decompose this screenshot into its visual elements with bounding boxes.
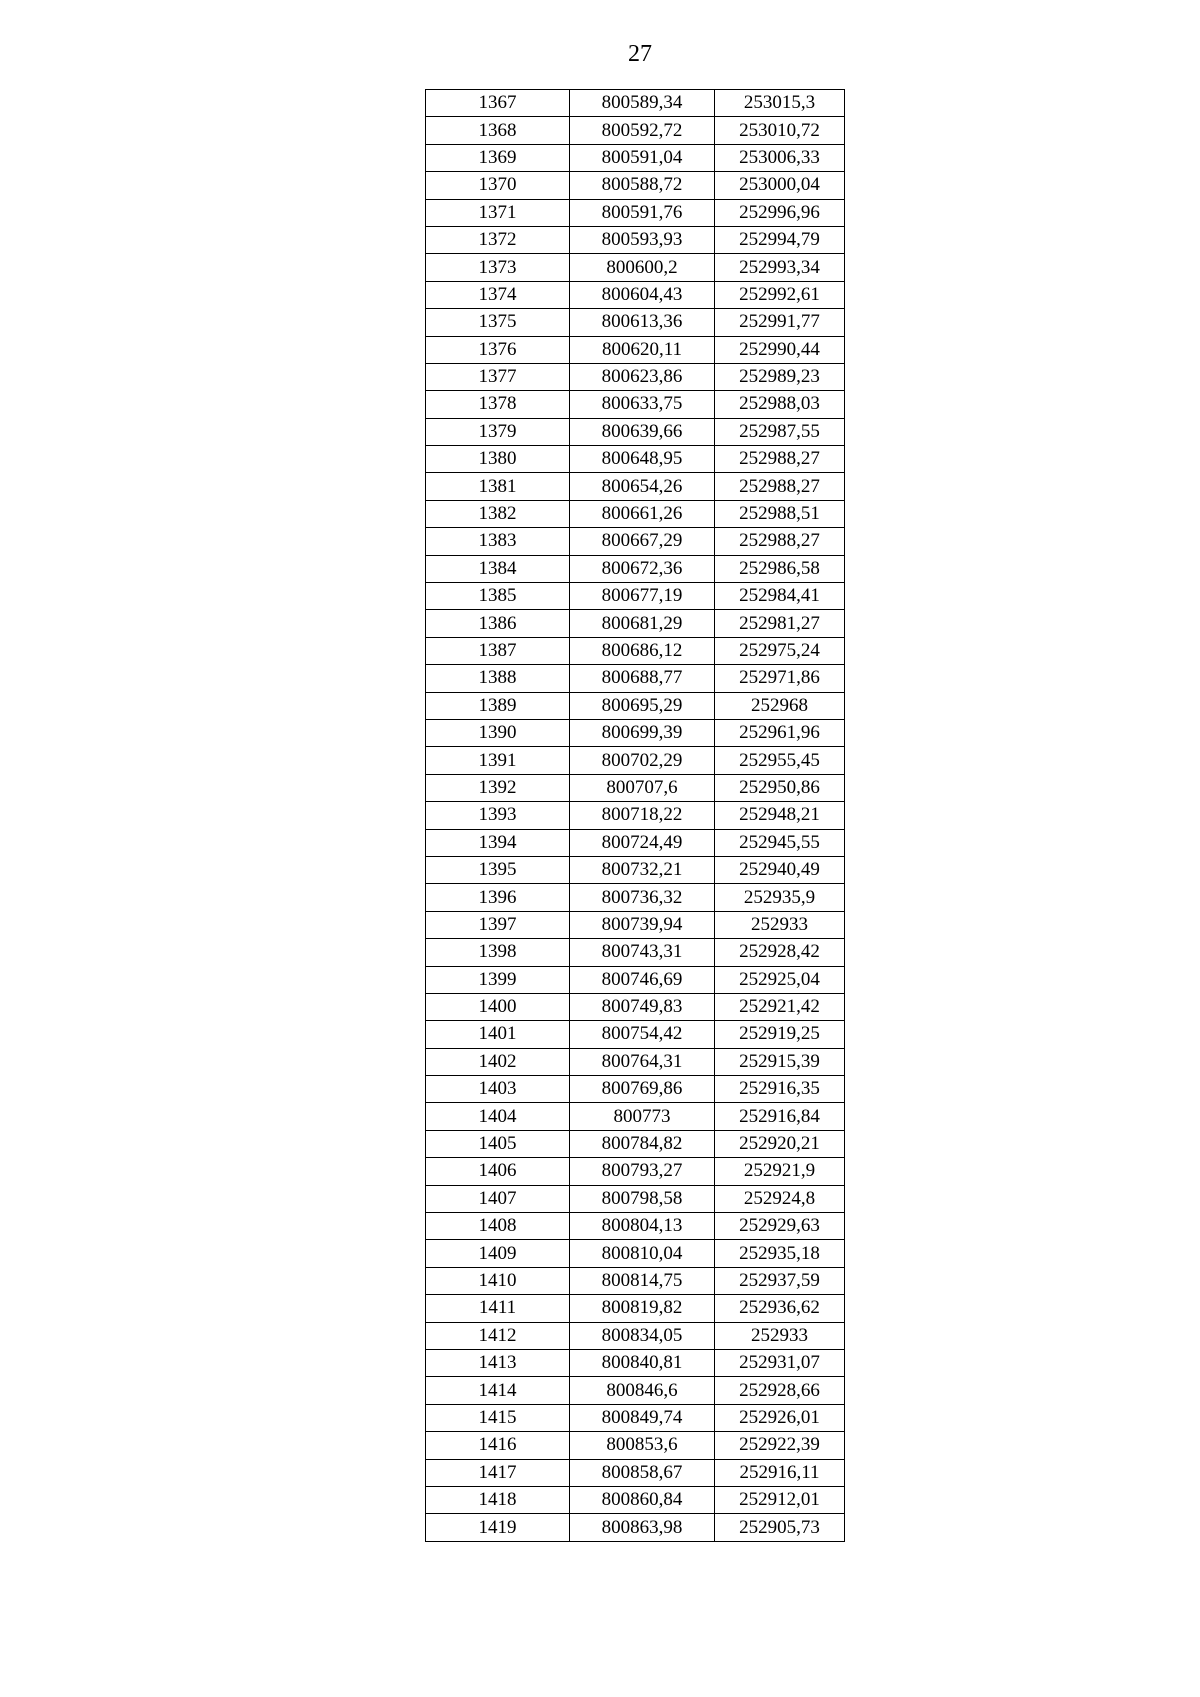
point-number-cell: 1395 (426, 856, 570, 883)
point-number-cell: 1400 (426, 993, 570, 1020)
y-coordinate-cell: 252916,84 (715, 1103, 845, 1130)
table-row (426, 336, 845, 363)
x-coordinate-cell: 800686,12 (570, 637, 715, 664)
table-row (426, 1322, 845, 1349)
point-number-cell: 1374 (426, 281, 570, 308)
table-row (426, 1514, 845, 1541)
y-coordinate-cell: 252989,23 (715, 363, 845, 390)
table-row (426, 774, 845, 801)
y-coordinate-cell: 252921,42 (715, 993, 845, 1020)
point-number-cell: 1380 (426, 446, 570, 473)
point-number-cell: 1372 (426, 226, 570, 253)
x-coordinate-cell: 800732,21 (570, 856, 715, 883)
point-number-cell: 1389 (426, 692, 570, 719)
coordinates-table (425, 89, 845, 1542)
y-coordinate-cell: 252935,9 (715, 884, 845, 911)
point-number-cell: 1393 (426, 802, 570, 829)
x-coordinate-cell: 800633,75 (570, 391, 715, 418)
x-coordinate-cell: 800814,75 (570, 1267, 715, 1294)
y-coordinate-cell: 252924,8 (715, 1185, 845, 1212)
x-coordinate-cell: 800754,42 (570, 1021, 715, 1048)
y-coordinate-cell: 252916,35 (715, 1076, 845, 1103)
table-row (426, 281, 845, 308)
x-coordinate-cell: 800849,74 (570, 1404, 715, 1431)
table-row (426, 1432, 845, 1459)
x-coordinate-cell: 800702,29 (570, 747, 715, 774)
x-coordinate-cell: 800798,58 (570, 1185, 715, 1212)
point-number-cell: 1392 (426, 774, 570, 801)
x-coordinate-cell: 800718,22 (570, 802, 715, 829)
table-row (426, 1404, 845, 1431)
point-number-cell: 1385 (426, 583, 570, 610)
y-coordinate-cell: 252935,18 (715, 1240, 845, 1267)
table-row (426, 993, 845, 1020)
y-coordinate-cell: 252988,27 (715, 528, 845, 555)
table-row (426, 309, 845, 336)
point-number-cell: 1404 (426, 1103, 570, 1130)
x-coordinate-cell: 800604,43 (570, 281, 715, 308)
y-coordinate-cell: 252955,45 (715, 747, 845, 774)
y-coordinate-cell: 252928,42 (715, 939, 845, 966)
y-coordinate-cell: 252936,62 (715, 1295, 845, 1322)
table-row (426, 391, 845, 418)
table-row (426, 172, 845, 199)
x-coordinate-cell: 800853,6 (570, 1432, 715, 1459)
y-coordinate-cell: 252945,55 (715, 829, 845, 856)
y-coordinate-cell: 252988,27 (715, 473, 845, 500)
y-coordinate-cell: 253015,3 (715, 90, 845, 117)
table-row (426, 939, 845, 966)
y-coordinate-cell: 252916,11 (715, 1459, 845, 1486)
y-coordinate-cell: 252992,61 (715, 281, 845, 308)
x-coordinate-cell: 800804,13 (570, 1213, 715, 1240)
x-coordinate-cell: 800681,29 (570, 610, 715, 637)
point-number-cell: 1375 (426, 309, 570, 336)
point-number-cell: 1413 (426, 1349, 570, 1376)
table-row (426, 226, 845, 253)
point-number-cell: 1406 (426, 1158, 570, 1185)
x-coordinate-cell: 800707,6 (570, 774, 715, 801)
table-row (426, 637, 845, 664)
point-number-cell: 1387 (426, 637, 570, 664)
x-coordinate-cell: 800736,32 (570, 884, 715, 911)
table-row (426, 1048, 845, 1075)
x-coordinate-cell: 800743,31 (570, 939, 715, 966)
point-number-cell: 1373 (426, 254, 570, 281)
x-coordinate-cell: 800863,98 (570, 1514, 715, 1541)
y-coordinate-cell: 252933 (715, 1322, 845, 1349)
x-coordinate-cell: 800589,34 (570, 90, 715, 117)
x-coordinate-cell: 800593,93 (570, 226, 715, 253)
table-row (426, 966, 845, 993)
table-row (426, 363, 845, 390)
table-row (426, 829, 845, 856)
y-coordinate-cell: 253010,72 (715, 117, 845, 144)
table-row (426, 583, 845, 610)
table-row (426, 1459, 845, 1486)
y-coordinate-cell: 252990,44 (715, 336, 845, 363)
point-number-cell: 1394 (426, 829, 570, 856)
y-coordinate-cell: 252920,21 (715, 1130, 845, 1157)
x-coordinate-cell: 800764,31 (570, 1048, 715, 1075)
y-coordinate-cell: 252988,03 (715, 391, 845, 418)
x-coordinate-cell: 800588,72 (570, 172, 715, 199)
point-number-cell: 1378 (426, 391, 570, 418)
point-number-cell: 1376 (426, 336, 570, 363)
point-number-cell: 1403 (426, 1076, 570, 1103)
x-coordinate-cell: 800834,05 (570, 1322, 715, 1349)
x-coordinate-cell: 800773 (570, 1103, 715, 1130)
point-number-cell: 1398 (426, 939, 570, 966)
table-row (426, 473, 845, 500)
point-number-cell: 1405 (426, 1130, 570, 1157)
y-coordinate-cell: 252931,07 (715, 1349, 845, 1376)
y-coordinate-cell: 252912,01 (715, 1486, 845, 1513)
x-coordinate-cell: 800810,04 (570, 1240, 715, 1267)
x-coordinate-cell: 800661,26 (570, 500, 715, 527)
y-coordinate-cell: 252981,27 (715, 610, 845, 637)
x-coordinate-cell: 800858,67 (570, 1459, 715, 1486)
x-coordinate-cell: 800591,04 (570, 144, 715, 171)
point-number-cell: 1381 (426, 473, 570, 500)
point-number-cell: 1419 (426, 1514, 570, 1541)
y-coordinate-cell: 252968 (715, 692, 845, 719)
x-coordinate-cell: 800620,11 (570, 336, 715, 363)
table-row (426, 1295, 845, 1322)
table-row (426, 856, 845, 883)
point-number-cell: 1407 (426, 1185, 570, 1212)
x-coordinate-cell: 800639,66 (570, 418, 715, 445)
point-number-cell: 1382 (426, 500, 570, 527)
table-row (426, 1185, 845, 1212)
table-row (426, 254, 845, 281)
point-number-cell: 1412 (426, 1322, 570, 1349)
x-coordinate-cell: 800746,69 (570, 966, 715, 993)
y-coordinate-cell: 252996,96 (715, 199, 845, 226)
table-row (426, 1267, 845, 1294)
table-row (426, 528, 845, 555)
table-row (426, 90, 845, 117)
y-coordinate-cell: 252922,39 (715, 1432, 845, 1459)
table-row (426, 418, 845, 445)
point-number-cell: 1377 (426, 363, 570, 390)
table-row (426, 610, 845, 637)
point-number-cell: 1401 (426, 1021, 570, 1048)
table-row (426, 1486, 845, 1513)
point-number-cell: 1402 (426, 1048, 570, 1075)
x-coordinate-cell: 800654,26 (570, 473, 715, 500)
table-row (426, 117, 845, 144)
point-number-cell: 1390 (426, 719, 570, 746)
x-coordinate-cell: 800688,77 (570, 665, 715, 692)
x-coordinate-cell: 800784,82 (570, 1130, 715, 1157)
point-number-cell: 1388 (426, 665, 570, 692)
point-number-cell: 1369 (426, 144, 570, 171)
point-number-cell: 1415 (426, 1404, 570, 1431)
table-row (426, 719, 845, 746)
x-coordinate-cell: 800724,49 (570, 829, 715, 856)
y-coordinate-cell: 252915,39 (715, 1048, 845, 1075)
x-coordinate-cell: 800591,76 (570, 199, 715, 226)
x-coordinate-cell: 800695,29 (570, 692, 715, 719)
x-coordinate-cell: 800600,2 (570, 254, 715, 281)
table-row (426, 665, 845, 692)
point-number-cell: 1416 (426, 1432, 570, 1459)
y-coordinate-cell: 252905,73 (715, 1514, 845, 1541)
table-row (426, 1213, 845, 1240)
y-coordinate-cell: 252928,66 (715, 1377, 845, 1404)
point-number-cell: 1371 (426, 199, 570, 226)
y-coordinate-cell: 252950,86 (715, 774, 845, 801)
y-coordinate-cell: 252993,34 (715, 254, 845, 281)
x-coordinate-cell: 800749,83 (570, 993, 715, 1020)
table-row (426, 446, 845, 473)
y-coordinate-cell: 252971,86 (715, 665, 845, 692)
y-coordinate-cell: 252925,04 (715, 966, 845, 993)
table-row (426, 144, 845, 171)
point-number-cell: 1408 (426, 1213, 570, 1240)
point-number-cell: 1379 (426, 418, 570, 445)
x-coordinate-cell: 800677,19 (570, 583, 715, 610)
table-row (426, 500, 845, 527)
table-row (426, 692, 845, 719)
x-coordinate-cell: 800860,84 (570, 1486, 715, 1513)
table-row (426, 747, 845, 774)
y-coordinate-cell: 252991,77 (715, 309, 845, 336)
point-number-cell: 1367 (426, 90, 570, 117)
x-coordinate-cell: 800699,39 (570, 719, 715, 746)
x-coordinate-cell: 800648,95 (570, 446, 715, 473)
x-coordinate-cell: 800623,86 (570, 363, 715, 390)
y-coordinate-cell: 253000,04 (715, 172, 845, 199)
x-coordinate-cell: 800672,36 (570, 555, 715, 582)
y-coordinate-cell: 252921,9 (715, 1158, 845, 1185)
y-coordinate-cell: 252994,79 (715, 226, 845, 253)
x-coordinate-cell: 800592,72 (570, 117, 715, 144)
point-number-cell: 1414 (426, 1377, 570, 1404)
table-row (426, 199, 845, 226)
table-row (426, 1021, 845, 1048)
y-coordinate-cell: 252929,63 (715, 1213, 845, 1240)
y-coordinate-cell: 252933 (715, 911, 845, 938)
table-row (426, 1130, 845, 1157)
table-row (426, 1103, 845, 1130)
table-row (426, 1240, 845, 1267)
point-number-cell: 1411 (426, 1295, 570, 1322)
y-coordinate-cell: 252940,49 (715, 856, 845, 883)
table-row (426, 1158, 845, 1185)
x-coordinate-cell: 800819,82 (570, 1295, 715, 1322)
table-row (426, 1076, 845, 1103)
page-number: 27 (628, 41, 652, 67)
y-coordinate-cell: 252987,55 (715, 418, 845, 445)
x-coordinate-cell: 800739,94 (570, 911, 715, 938)
table-row (426, 802, 845, 829)
y-coordinate-cell: 252926,01 (715, 1404, 845, 1431)
table-row (426, 884, 845, 911)
y-coordinate-cell: 252988,51 (715, 500, 845, 527)
point-number-cell: 1418 (426, 1486, 570, 1513)
y-coordinate-cell: 252986,58 (715, 555, 845, 582)
table-row (426, 555, 845, 582)
point-number-cell: 1384 (426, 555, 570, 582)
point-number-cell: 1368 (426, 117, 570, 144)
table-row (426, 1349, 845, 1376)
x-coordinate-cell: 800846,6 (570, 1377, 715, 1404)
point-number-cell: 1383 (426, 528, 570, 555)
point-number-cell: 1397 (426, 911, 570, 938)
x-coordinate-cell: 800613,36 (570, 309, 715, 336)
point-number-cell: 1370 (426, 172, 570, 199)
y-coordinate-cell: 252919,25 (715, 1021, 845, 1048)
y-coordinate-cell: 252975,24 (715, 637, 845, 664)
x-coordinate-cell: 800840,81 (570, 1349, 715, 1376)
y-coordinate-cell: 252937,59 (715, 1267, 845, 1294)
point-number-cell: 1396 (426, 884, 570, 911)
coordinates-table-body (426, 90, 845, 1542)
point-number-cell: 1410 (426, 1267, 570, 1294)
point-number-cell: 1386 (426, 610, 570, 637)
table-row (426, 1377, 845, 1404)
x-coordinate-cell: 800769,86 (570, 1076, 715, 1103)
point-number-cell: 1417 (426, 1459, 570, 1486)
table-row (426, 911, 845, 938)
x-coordinate-cell: 800793,27 (570, 1158, 715, 1185)
point-number-cell: 1409 (426, 1240, 570, 1267)
point-number-cell: 1399 (426, 966, 570, 993)
y-coordinate-cell: 253006,33 (715, 144, 845, 171)
point-number-cell: 1391 (426, 747, 570, 774)
y-coordinate-cell: 252988,27 (715, 446, 845, 473)
y-coordinate-cell: 252961,96 (715, 719, 845, 746)
y-coordinate-cell: 252948,21 (715, 802, 845, 829)
x-coordinate-cell: 800667,29 (570, 528, 715, 555)
y-coordinate-cell: 252984,41 (715, 583, 845, 610)
